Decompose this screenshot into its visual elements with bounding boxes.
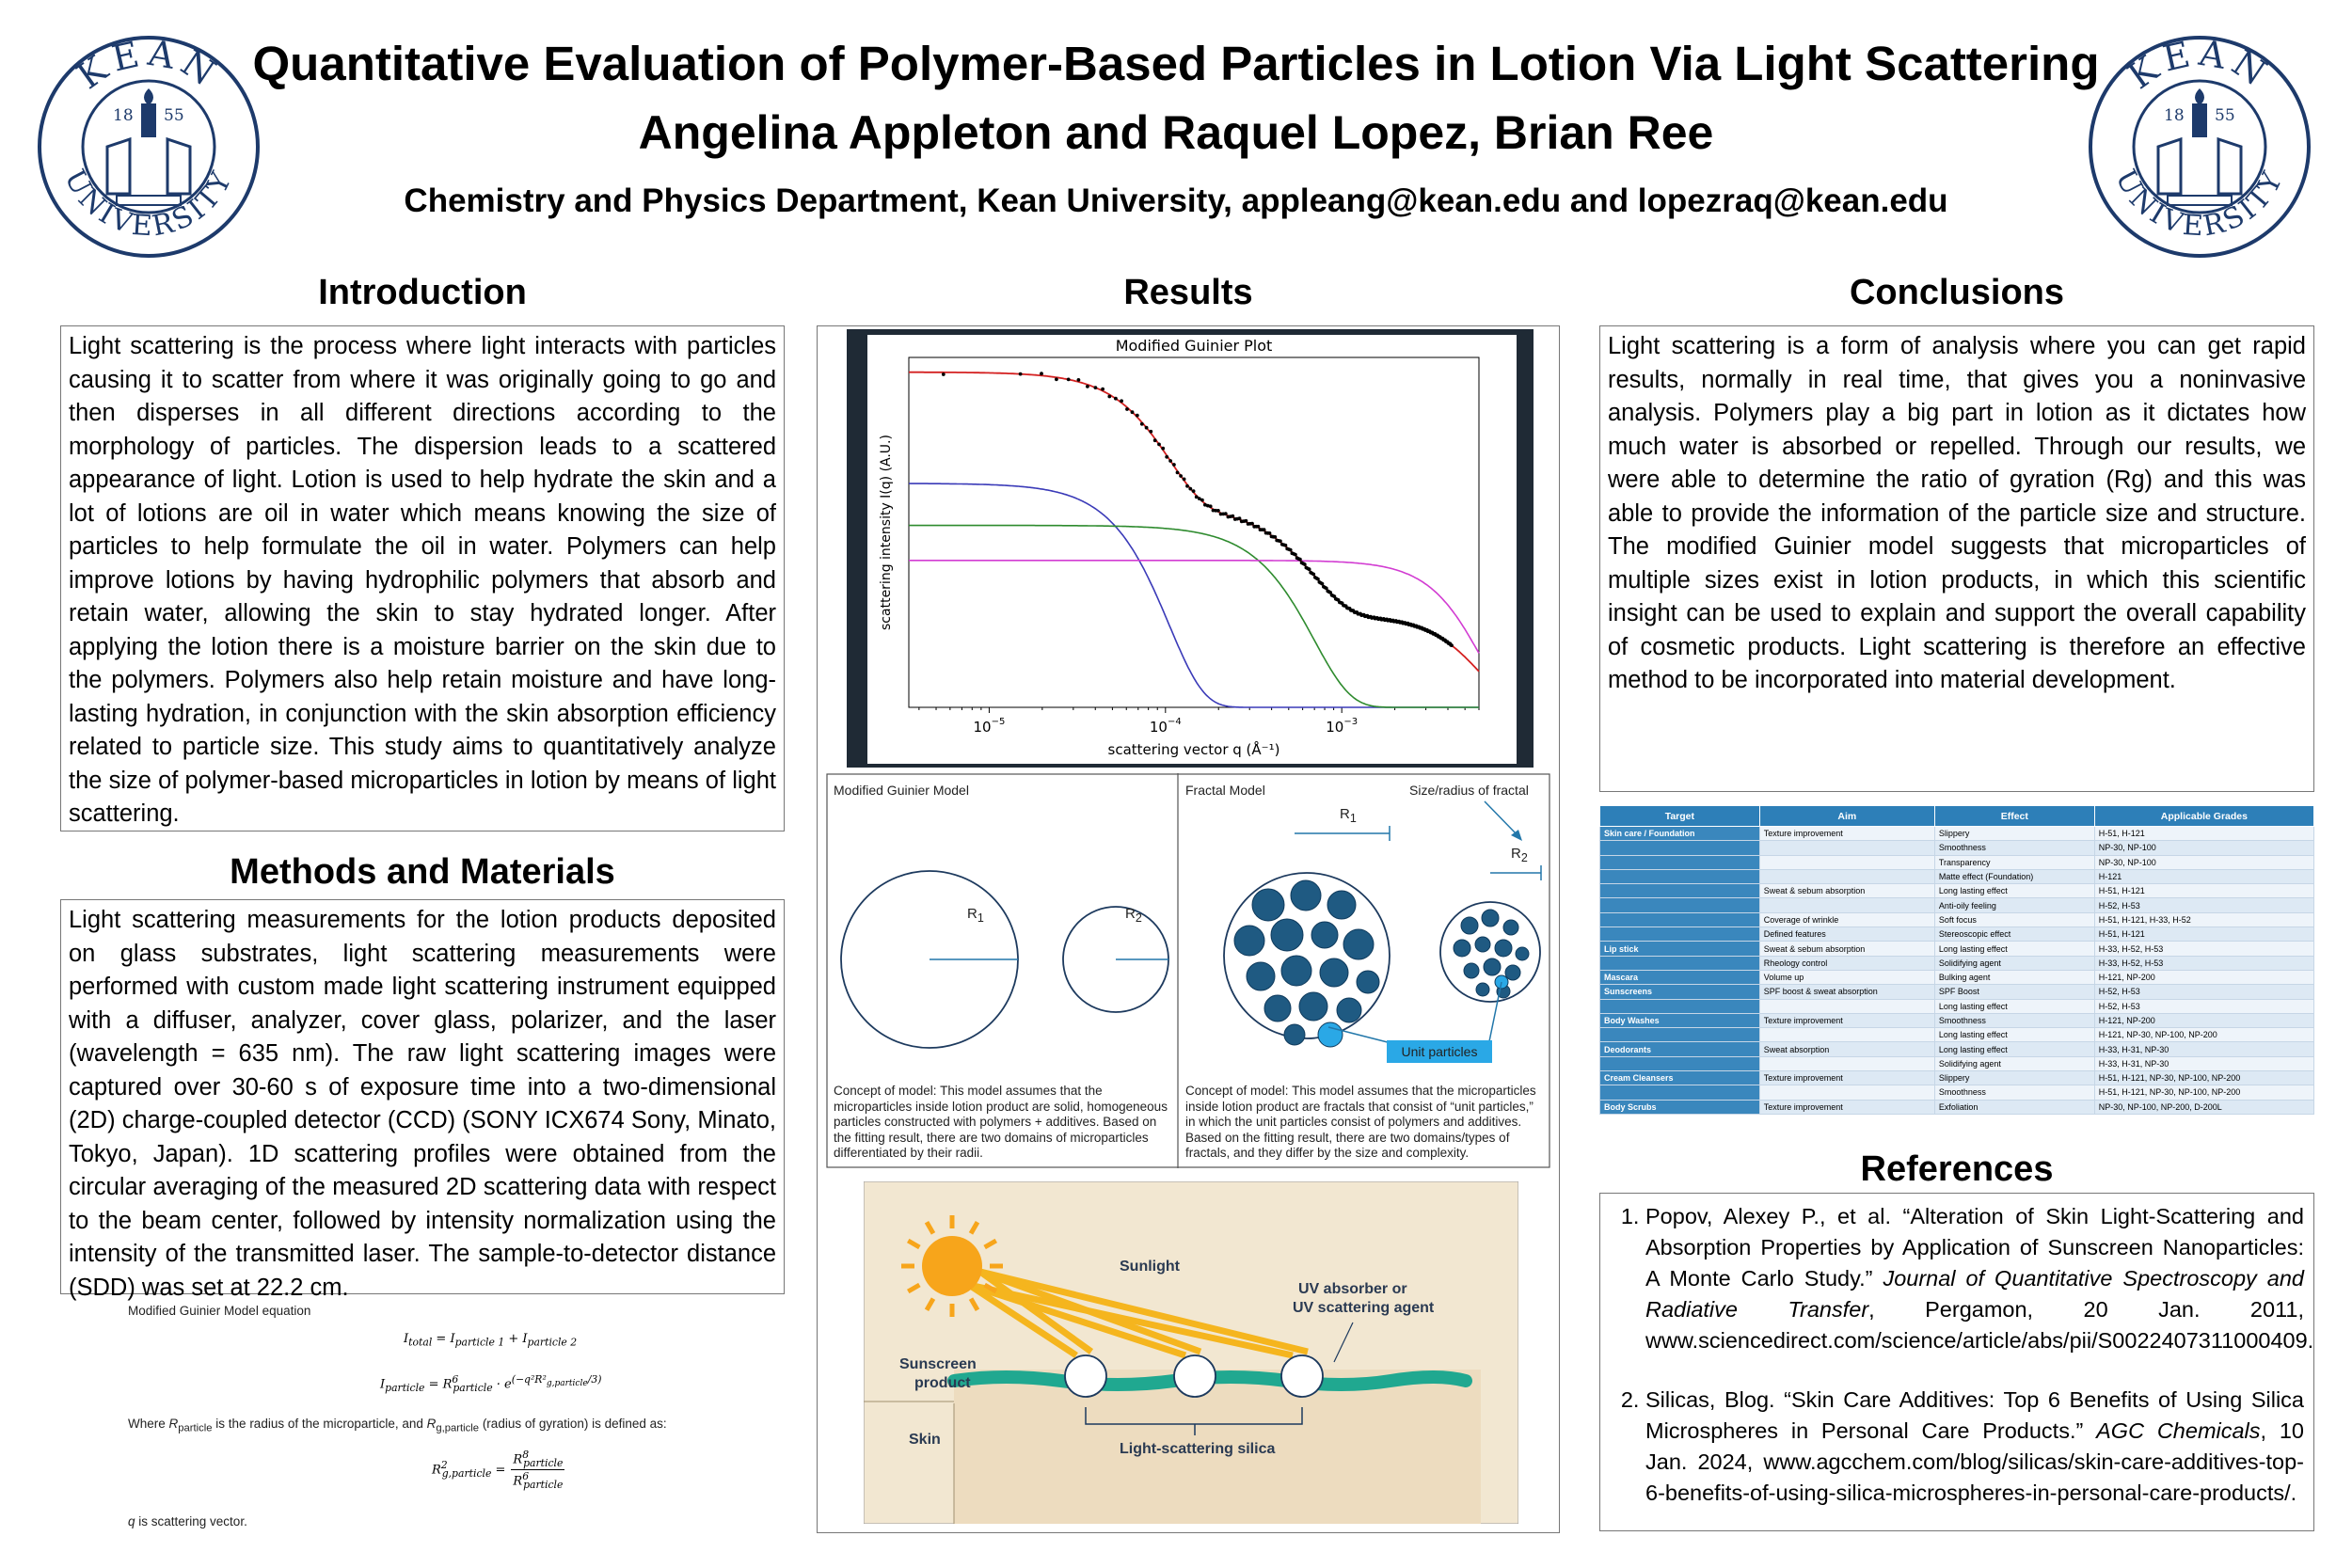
data-point — [1311, 573, 1315, 577]
table-cell — [1759, 841, 1934, 855]
data-point — [1263, 528, 1266, 531]
reference-2-details: , 10 Jan. 2024, www.agcchem.com/blog/silicas/skin-care-additives-top-6-benefits-of-using-silica-microspheres-in-personal-care-products/. — [1645, 1418, 2304, 1505]
table-row — [1600, 1100, 2314, 1114]
table-row — [1600, 1056, 2314, 1070]
highlighted-unit-particle — [1318, 1022, 1343, 1047]
table-cell: Smoothness — [1934, 1013, 2094, 1027]
plot-background — [867, 335, 1517, 764]
x-tick-base-0: 10 — [973, 719, 992, 736]
unit-particle — [1291, 880, 1321, 911]
logo-top-textpath: KEAN — [2120, 34, 2279, 98]
table-cell: H-51, H-121, NP-30, NP-100, NP-200 — [2094, 1085, 2313, 1100]
table-cell: Sweat absorption — [1759, 1042, 1934, 1056]
table-cell: Skin care / Foundation — [1600, 827, 1760, 841]
table-cell — [1600, 884, 1760, 898]
logo-year-left: 18 — [113, 106, 134, 125]
table-cell: NP-30, NP-100 — [2094, 841, 2313, 855]
logo-year-right: 55 — [2215, 106, 2235, 125]
data-point — [1192, 489, 1196, 493]
data-point — [1125, 407, 1129, 411]
table-cell: H-33, H-31, NP-30 — [2094, 1056, 2313, 1070]
table-cell — [1600, 898, 1760, 912]
table-header-row — [1600, 806, 2314, 827]
table-cell: NP-30, NP-100, NP-200, D-200L — [2094, 1100, 2313, 1114]
logo-year-right: 55 — [164, 106, 184, 125]
table-cell: Texture improvement — [1759, 1071, 1934, 1085]
data-point — [1107, 395, 1111, 399]
sphere-r1-text: R — [967, 906, 977, 922]
additives-table-grid — [1599, 805, 2314, 1115]
x-tick-exp-1: −4 — [1167, 717, 1182, 727]
table-cell: Texture improvement — [1759, 1100, 1934, 1114]
table-row — [1600, 912, 2314, 927]
table-cell: Transparency — [1934, 855, 2094, 869]
references-heading: References — [1860, 1149, 2054, 1189]
sunlight-label: Sunlight — [1120, 1259, 1180, 1275]
fractal-r1-label: $R_1$ — [1340, 806, 1357, 825]
table-row — [1600, 1085, 2314, 1100]
table-cell: H-121, NP-200 — [2094, 970, 2313, 984]
table-cell: SPF Boost — [1934, 985, 2094, 999]
data-point — [1316, 578, 1320, 581]
data-point — [1200, 499, 1204, 502]
table-row — [1600, 884, 2314, 898]
unit-particles-label: Unit particles — [1401, 1044, 1478, 1059]
table-cell: Sweat & sebum absorption — [1759, 884, 1934, 898]
equation-rg: $R^2_{g,particle}$ = $R^8_{particle}$ $R^6_{particle}$ — [432, 1449, 564, 1491]
table-cell: Slippery — [1934, 827, 2094, 841]
fractal-r2-text: R — [1511, 846, 1521, 862]
data-point — [1179, 474, 1183, 478]
table-cell: H-51, H-121, NP-30, NP-100, NP-200 — [2094, 1071, 2313, 1085]
table-cell: H-52, H-53 — [2094, 999, 2313, 1013]
table-row — [1600, 869, 2314, 883]
table-cell: Body Scrubs — [1600, 1100, 1760, 1114]
table-row — [1600, 970, 2314, 984]
data-point — [1019, 372, 1023, 376]
data-point — [1077, 378, 1081, 382]
table-cell — [1600, 1085, 1760, 1100]
table-cell: H-51, H-121, H-33, H-52 — [2094, 912, 2313, 927]
data-point — [1101, 388, 1104, 391]
data-point — [1279, 539, 1282, 543]
fractal-r2-label: $R_2$ — [1511, 846, 1528, 864]
plot-xlabel: scattering vector q (Å⁻¹) — [1107, 741, 1280, 758]
data-point — [1231, 515, 1234, 518]
sunscreen-graphic — [864, 1181, 1518, 1524]
table-cell: Deodorants — [1600, 1042, 1760, 1056]
unit-particle — [1357, 971, 1379, 993]
table-cell: Lip stick — [1600, 942, 1760, 956]
data-point — [1086, 385, 1089, 388]
data-point — [1120, 399, 1123, 403]
table-cell — [1600, 869, 1760, 883]
table-cell: Smoothness — [1934, 1085, 2094, 1100]
table-cell: Stereoscopic effect — [1934, 927, 2094, 942]
data-point — [1114, 397, 1118, 401]
unit-particle — [1234, 926, 1264, 956]
where-text-2: is the radius of the microparticle, and — [212, 1417, 427, 1431]
conclusions-body: Light scattering is a form of analysis where you can get rapid results, normally in real time, that gives you a noninvasive analysis. Polymers play a big part in lotion as it dictates how much water is absorbed or repelled. Through our results, we were able to determine the ratio of gyration (Rg) and this was able to provide the information of the particle size and structure. The modified Guinier model suggests that microparticles of multiple sizes exist in lotion products, in which this scientific insight can be used to explain and support the overall capability of cosmetic products. Light scattering is therefore an effective method to be incorporated into material development. — [1599, 325, 2314, 792]
reference-2-journal: AGC Chemicals — [2096, 1418, 2261, 1443]
data-point — [1273, 535, 1277, 539]
data-point — [1224, 512, 1228, 515]
table-cell: Smoothness — [1934, 841, 2094, 855]
unit-particle — [1281, 956, 1311, 986]
table-cell: H-51, H-121 — [2094, 927, 2313, 942]
table-cell: Mascara — [1600, 970, 1760, 984]
reference-1-journal: Journal of Quantitative Spectroscopy and Radiative Transfer — [1645, 1266, 2304, 1322]
table-cell — [1759, 1056, 1934, 1070]
table-cell: Long lasting effect — [1934, 999, 2094, 1013]
equation-title: Modified Guinier Model equation — [128, 1304, 311, 1318]
plot-ylabel: scattering intensity I(q) (A.U.) — [879, 435, 894, 630]
data-point — [1185, 484, 1189, 488]
table-cell — [1600, 956, 1760, 970]
table-cell — [1600, 855, 1760, 869]
guinier-plot — [867, 335, 1517, 764]
silica-particle-2 — [1174, 1355, 1216, 1397]
table-header-cell: Applicable Grades — [2094, 806, 2313, 827]
model-left-title: Modified Guinier Model — [834, 783, 969, 798]
table-cell: Rheology control — [1759, 956, 1934, 970]
uv-label-1: UV absorber or — [1298, 1281, 1407, 1297]
uv-label-2: UV scattering agent — [1293, 1300, 1435, 1316]
poster-affiliation: Chemistry and Physics Department, Kean University, appleang@kean.edu and lopezraq@kean.edu — [404, 182, 1948, 219]
table-cell: Slippery — [1934, 1071, 2094, 1085]
data-point — [1289, 548, 1293, 552]
table-cell — [1759, 1028, 1934, 1042]
x-tick-base-2: 10 — [1326, 719, 1344, 736]
equation-where: Where $R_{particle}$ is the radius of the microparticle, and $R_{g,particle}$ (radius of gyration) is defined as: — [128, 1417, 667, 1434]
where-text-3: (radius of gyration) is defined as: — [479, 1417, 667, 1431]
table-cell: Volume up — [1759, 970, 1934, 984]
data-point — [1450, 643, 1454, 647]
x-tick-exp-0: −5 — [991, 717, 1006, 727]
unit-particle — [1475, 937, 1490, 952]
data-point — [1303, 562, 1307, 566]
table-cell: SPF boost & sweat absorption — [1759, 985, 1934, 999]
table-header-cell: Effect — [1934, 806, 2094, 827]
data-point — [1131, 410, 1135, 414]
x-tick-exp-2: −3 — [1343, 717, 1359, 727]
table-row — [1600, 1071, 2314, 1085]
data-point — [1176, 471, 1180, 475]
reference-1-text: Popov, Alexey P., et al. “Alteration of Skin Light-Scattering and Absorption Properties by Application of Sunscreen Nanoparticles: A Monte Carlo Study.” — [1645, 1204, 2304, 1291]
table-cell: H-121, NP-200 — [2094, 1013, 2313, 1027]
model-equations — [60, 1298, 785, 1543]
table-cell: H-52, H-53 — [2094, 898, 2313, 912]
sphere-r1-label: $R_1$ — [967, 906, 984, 925]
data-point — [1298, 558, 1302, 562]
equation-q: q is scattering vector. — [128, 1514, 247, 1528]
table-row — [1600, 841, 2314, 855]
sun-icon — [922, 1236, 982, 1296]
table-row — [1600, 827, 2314, 841]
table-cell: Sunscreens — [1600, 985, 1760, 999]
table-row — [1600, 956, 2314, 970]
data-point — [1250, 522, 1254, 526]
data-point — [1168, 459, 1172, 463]
table-cell — [1600, 912, 1760, 927]
table-cell — [1600, 927, 1760, 942]
table-cell: H-33, H-52, H-53 — [2094, 942, 2313, 956]
unit-particle — [1247, 962, 1275, 990]
poster-title: Quantitative Evaluation of Polymer-Based Particles in Lotion Via Light Scattering — [252, 37, 2100, 90]
data-point — [1183, 478, 1186, 482]
data-point — [1209, 504, 1213, 508]
table-cell: Long lasting effect — [1934, 884, 2094, 898]
equation-particle: $I_{particle} = R^6_{particle} \cdot e^{(-q^2R^2_{g,particle}/3)}$ — [380, 1373, 602, 1394]
unit-particle — [1264, 995, 1291, 1022]
table-cell — [1600, 999, 1760, 1013]
table-cell: Bulking agent — [1934, 970, 2094, 984]
logo-bottom-textpath: UNIVERSITY — [2108, 164, 2291, 244]
unit-particle — [1505, 965, 1520, 980]
data-point — [1145, 426, 1149, 430]
data-point — [1257, 525, 1261, 529]
q-text: is scattering vector. — [135, 1514, 247, 1528]
small-fractal-units — [1454, 910, 1529, 998]
equation-total: $I_{total} = I_{particle 1} + I_{particle 2}$ — [404, 1332, 578, 1349]
table-cell: Anti-oily feeling — [1934, 898, 2094, 912]
logo-top-textpath: KEAN — [69, 34, 228, 98]
conclusions-heading: Conclusions — [1849, 273, 2065, 312]
model-right-title: Fractal Model — [1185, 783, 1265, 798]
table-cell: Long lasting effect — [1934, 942, 2094, 956]
caption-left: Concept of model: This model assumes that the microparticles inside lotion product are solid, homogeneous particles constructed with polymers + additives. Based on the fitting result, there are two domains of microparticles differentiated by their radii. — [834, 1084, 1168, 1160]
table-cell: Sweat & sebum absorption — [1759, 942, 1934, 956]
table-cell: Solidifying agent — [1934, 1056, 2094, 1070]
reference-2 — [1645, 1385, 2304, 1509]
unit-particle — [1284, 1024, 1305, 1045]
unit-particle — [1484, 958, 1501, 975]
references-body — [1599, 1193, 2314, 1531]
table-row — [1600, 1042, 2314, 1056]
unit-particle — [1299, 992, 1327, 1021]
table-cell: Long lasting effect — [1934, 1028, 2094, 1042]
table-cell: Soft focus — [1934, 912, 2094, 927]
unit-particle — [1271, 919, 1303, 951]
table-cell: Exfoliation — [1934, 1100, 2094, 1114]
logo-year-left: 18 — [2164, 106, 2185, 125]
table-row — [1600, 1028, 2314, 1042]
unit-particle — [1311, 922, 1338, 948]
unit-particle — [1343, 929, 1374, 959]
table-row — [1600, 942, 2314, 956]
data-point — [942, 372, 946, 376]
unit-particle — [1454, 940, 1470, 957]
skin-label: Skin — [909, 1432, 941, 1448]
unit-particle — [1516, 947, 1529, 960]
data-point — [1153, 438, 1157, 442]
table-cell — [1600, 841, 1760, 855]
table-cell — [1759, 869, 1934, 883]
data-point — [1067, 378, 1071, 382]
where-text-1: Where — [128, 1417, 169, 1431]
x-tick-base-1: 10 — [1149, 719, 1168, 736]
table-cell: NP-30, NP-100 — [2094, 855, 2313, 869]
table-cell — [1600, 1028, 1760, 1042]
product-label-2: product — [914, 1375, 971, 1391]
caption-right: Concept of model: This model assumes that the microparticles inside lotion product are fractals that consist of “unit particles,” in which the unit particles consist of polymers and additives. Based on the fitting result, there are two domains/types of fractals, and they differ by the size and complexity. — [1185, 1084, 1536, 1160]
table-row — [1600, 927, 2314, 942]
introduction-body: Light scattering is the process where light interacts with particles causing it to scatter from where it was originally going to go and then disperses in all different directions according to the morphology of particles. The dispersion leads to a scattered appearance of light. Lotion is used to help hydrate the skin and a lot of lotions are oil in water which means knowing the size of particles to help formulate the oil in water. Polymers can help improve lotions by having hydrophilic polymers that absorb and retain water, allowing the skin to stay hydrated longer. After applying the lotion there is a moisture barrier on the skin due to the polymers. Polymers also help retain moisture and have long-lasting hydration, in conjunction with the skin absorption efficiency related to particle size. This study aims to quantitatively analyze the size of polymer-based microparticles in lotion by means of light scattering. — [60, 325, 785, 832]
table-cell — [1759, 1085, 1934, 1100]
table-header-cell: Target — [1600, 806, 1760, 827]
data-point — [1140, 422, 1144, 426]
methods-heading: Methods and Materials — [230, 852, 615, 892]
unit-particle — [1252, 889, 1284, 921]
table-cell: Texture improvement — [1759, 827, 1934, 841]
size-radius-label: Size/radius of fractal — [1409, 783, 1529, 798]
table-cell: Defined features — [1759, 927, 1934, 942]
data-point — [1165, 455, 1168, 459]
unit-particle — [1476, 983, 1489, 996]
data-point — [1238, 516, 1242, 520]
data-point — [1245, 519, 1248, 523]
model-diagram — [826, 773, 1550, 1168]
table-cell: H-33, H-52, H-53 — [2094, 956, 2313, 970]
additives-table — [1599, 805, 2314, 1140]
table-cell: Body Washes — [1600, 1013, 1760, 1027]
table-cell: Texture improvement — [1759, 1013, 1934, 1027]
table-cell: H-52, H-53 — [2094, 985, 2313, 999]
table-cell: H-51, H-121 — [2094, 827, 2313, 841]
data-point — [1216, 509, 1220, 513]
sphere-r2-label: $R_2$ — [1125, 906, 1142, 925]
unit-particle — [1461, 917, 1478, 934]
table-cell: Matte effect (Foundation) — [1934, 869, 2094, 883]
size-arrow-head — [1511, 830, 1522, 841]
table-row — [1600, 999, 2314, 1013]
unit-particle — [1327, 891, 1356, 919]
sunscreen-illustration — [864, 1181, 1518, 1524]
data-point — [1308, 567, 1311, 571]
data-point — [1157, 443, 1161, 447]
reference-2-text: Silicas, Blog. “Skin Care Additives: Top 6 Benefits of Using Silica Microspheres in Personal Care Products.” — [1645, 1387, 2304, 1443]
unit-particle — [1503, 920, 1518, 935]
data-point — [1172, 463, 1176, 467]
size-arrow-line — [1485, 801, 1518, 835]
table-body — [1600, 827, 2314, 1115]
unit-particle — [1482, 910, 1499, 927]
methods-body: Light scattering measurements for the lotion products deposited on glass substrates, light scattering measurements were performed with custom made light scattering instrument equipped with a diffuser, analyzer, cover glass, polarizer, and the laser (wavelength = 635 nm). The raw light scattering images were captured over 30-60 s of exposure time into a two-dimensional (2D) charge-coupled detector (CCD) (SONY ICX674 Sony, Minato, Tokyo, Japan). 1D scattering profiles were obtained from the circular averaging of the measured 2D scattering data with respect to the beam center, followed by intensity normalization using the intensity of the transmitted laser. The sample-to-detector distance (SDD) was set at 22.2 cm. — [60, 899, 785, 1294]
table-cell: H-121 — [2094, 869, 2313, 883]
table-cell: Solidifying agent — [1934, 956, 2094, 970]
table-cell: H-121, NP-30, NP-100, NP-200 — [2094, 1028, 2313, 1042]
plot-title: Modified Guinier Plot — [1115, 337, 1273, 355]
table-row — [1600, 1013, 2314, 1027]
table-cell: H-33, H-31, NP-30 — [2094, 1042, 2313, 1056]
silica-label: Light-scattering silica — [1120, 1441, 1276, 1457]
product-label-1: Sunscreen — [899, 1356, 977, 1372]
data-point — [1268, 531, 1272, 535]
data-point — [1188, 487, 1192, 491]
table-cell — [1759, 999, 1934, 1013]
introduction-heading: Introduction — [318, 273, 527, 312]
table-row — [1600, 985, 2314, 999]
data-point — [1055, 377, 1058, 381]
table-row — [1600, 855, 2314, 869]
fractal-r1-text: R — [1340, 806, 1350, 822]
data-point — [1136, 414, 1139, 418]
silica-particle-3 — [1281, 1355, 1323, 1397]
table-cell: Coverage of wrinkle — [1759, 912, 1934, 927]
unit-particle — [1464, 963, 1479, 978]
table-row — [1600, 898, 2314, 912]
data-point — [1161, 447, 1165, 451]
results-heading: Results — [1123, 273, 1253, 312]
table-cell: H-51, H-121 — [2094, 884, 2313, 898]
data-point — [1040, 372, 1043, 375]
unit-arrow-line-2 — [1488, 982, 1502, 1046]
data-point — [1294, 553, 1297, 557]
table-cell — [1600, 1056, 1760, 1070]
table-header-cell: Aim — [1759, 806, 1934, 827]
reference-1-details: , Pergamon, 20 Jan. 2011, www.sciencedirect.com/science/article/abs/pii/S0022407311000409. — [1645, 1297, 2314, 1353]
data-point — [1149, 430, 1152, 434]
table-cell: Long lasting effect — [1934, 1042, 2094, 1056]
silica-particle-1 — [1065, 1355, 1106, 1397]
data-point — [1094, 386, 1098, 389]
unit-particle — [1337, 998, 1361, 1022]
table-cell — [1759, 855, 1934, 869]
table-cell — [1759, 898, 1934, 912]
unit-particle — [1320, 958, 1348, 987]
reference-1 — [1645, 1201, 2314, 1356]
data-point — [1284, 544, 1288, 547]
poster-authors: Angelina Appleton and Raquel Lopez, Brian Ree — [638, 106, 1714, 159]
sphere-r2-text: R — [1125, 906, 1136, 922]
unit-particle — [1495, 940, 1512, 957]
table-cell: Cream Cleansers — [1600, 1071, 1760, 1085]
logo-bottom-textpath: UNIVERSITY — [57, 164, 240, 244]
